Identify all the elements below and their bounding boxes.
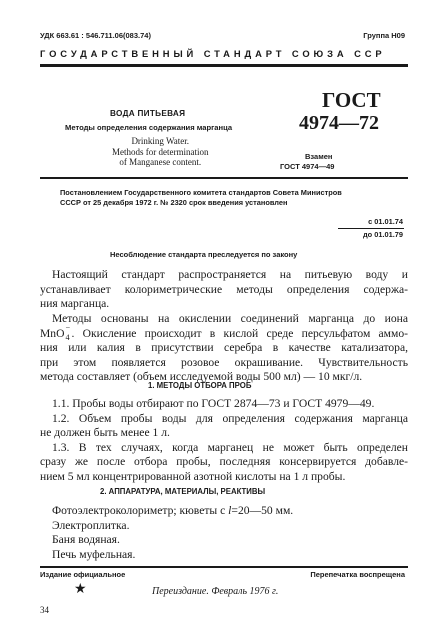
english-title (112, 136, 208, 168)
section-1-body (40, 397, 408, 485)
intro-paragraph-2 (40, 312, 408, 385)
resolution-line: СССР от 25 декабря 1972 г. № 2320 срок введения установлен (60, 198, 288, 207)
document-subtitle: Методы определения содержания марганца (65, 123, 233, 132)
replace-label: Взамен (305, 152, 333, 161)
page-number: 34 (40, 605, 49, 615)
ion-formula: MnO − 4 (40, 322, 71, 342)
section-2-title: 2. АППАРАТУРА, МАТЕРИАЛЫ, РЕАКТИВЫ (100, 487, 266, 496)
text-line: MnO − 4 . Окисление происходит в кислой среде персульфатом аммо- (40, 322, 408, 342)
state-standard-heading: ГОСУДАРСТВЕННЫЙ СТАНДАРТ СОЮЗА ССР (40, 48, 386, 59)
list-item: Печь муфельная. (52, 547, 136, 561)
text-line: при этом появляется розовое окрашивание. Чувствительность (40, 355, 408, 369)
list-item: Фотоэлектроколориметр; кюветы с l=20—50 мм. (52, 504, 294, 517)
english-title-line: Methods for determination (112, 146, 209, 157)
text-line: устанавливает колориметрические методы определения содержа- (40, 282, 408, 296)
english-title-line: Drinking Water. (131, 136, 190, 146)
section-1-title: 1. МЕТОДЫ ОТБОРА ПРОБ (148, 381, 252, 390)
section-2-body (40, 504, 408, 562)
reprint-prohibited-label: Перепечатка воспрещена (310, 570, 405, 579)
text-line: 1.1. Пробы воды отбирают по ГОСТ 2874—73 и ГОСТ 4979—49. (52, 397, 375, 410)
text-line: 1.2. Объем пробы воды для определения содержания марганца (52, 411, 408, 425)
text-line: 1.3. В тех случаях, когда марганец не может быть определен (52, 440, 408, 454)
list-item: Баня водяная. (52, 533, 120, 547)
text-line: сразу же после отбора пробы, последняя консервируется добавле- (40, 455, 408, 469)
resolution-text (60, 188, 342, 208)
list-item: Электроплитка. (52, 518, 130, 532)
resolution-line: Постановлением Государственного комитета стандартов Совета Министров (60, 188, 342, 197)
text-line: не должен быть менее 1 л. (40, 426, 170, 440)
header-rule (40, 64, 408, 67)
violation-notice: Несоблюдение стандарта преследуется по закону (110, 250, 298, 259)
text-line: ния марганца. (40, 297, 110, 311)
text-line: ния или калия в присутствии серебра в качестве катализатора, (40, 341, 408, 355)
text-line: нием 5 мл концентрированной азотной кислоты на 1 л пробы. (40, 469, 346, 483)
group-code: Группа Н09 (363, 31, 405, 40)
effective-date-from: с 01.01.74 (368, 217, 403, 226)
footer-rule (40, 566, 408, 568)
official-edition-label: Издание официальное (40, 570, 126, 579)
text-line: Настоящий стандарт распространяется на питьевую воду и (52, 268, 408, 281)
replace-value: ГОСТ 4974—49 (280, 162, 335, 171)
star-icon: ★ (74, 582, 87, 597)
reprint-note: Переиздание. Февраль 1976 г. (152, 586, 279, 597)
text-line: Методы основаны на окислении соединений марганца до иона (52, 312, 408, 325)
title-block-rule (40, 177, 408, 179)
document-title: ВОДА ПИТЬЕВАЯ (110, 109, 186, 118)
effective-date-to: до 01.01.79 (362, 230, 403, 239)
gost-number: 4974—72 (299, 112, 379, 134)
english-title-line: of Manganese content. (119, 157, 202, 167)
date-divider (338, 228, 404, 229)
text-line: метода составляет (объем исследуемой воды 500 мл) — 10 мкг/л. (40, 370, 363, 384)
intro-paragraph-1 (40, 268, 408, 312)
udk-code: УДК 663.61 : 546.711.06(083.74) (40, 31, 151, 40)
gost-label: ГОСТ (322, 88, 381, 112)
